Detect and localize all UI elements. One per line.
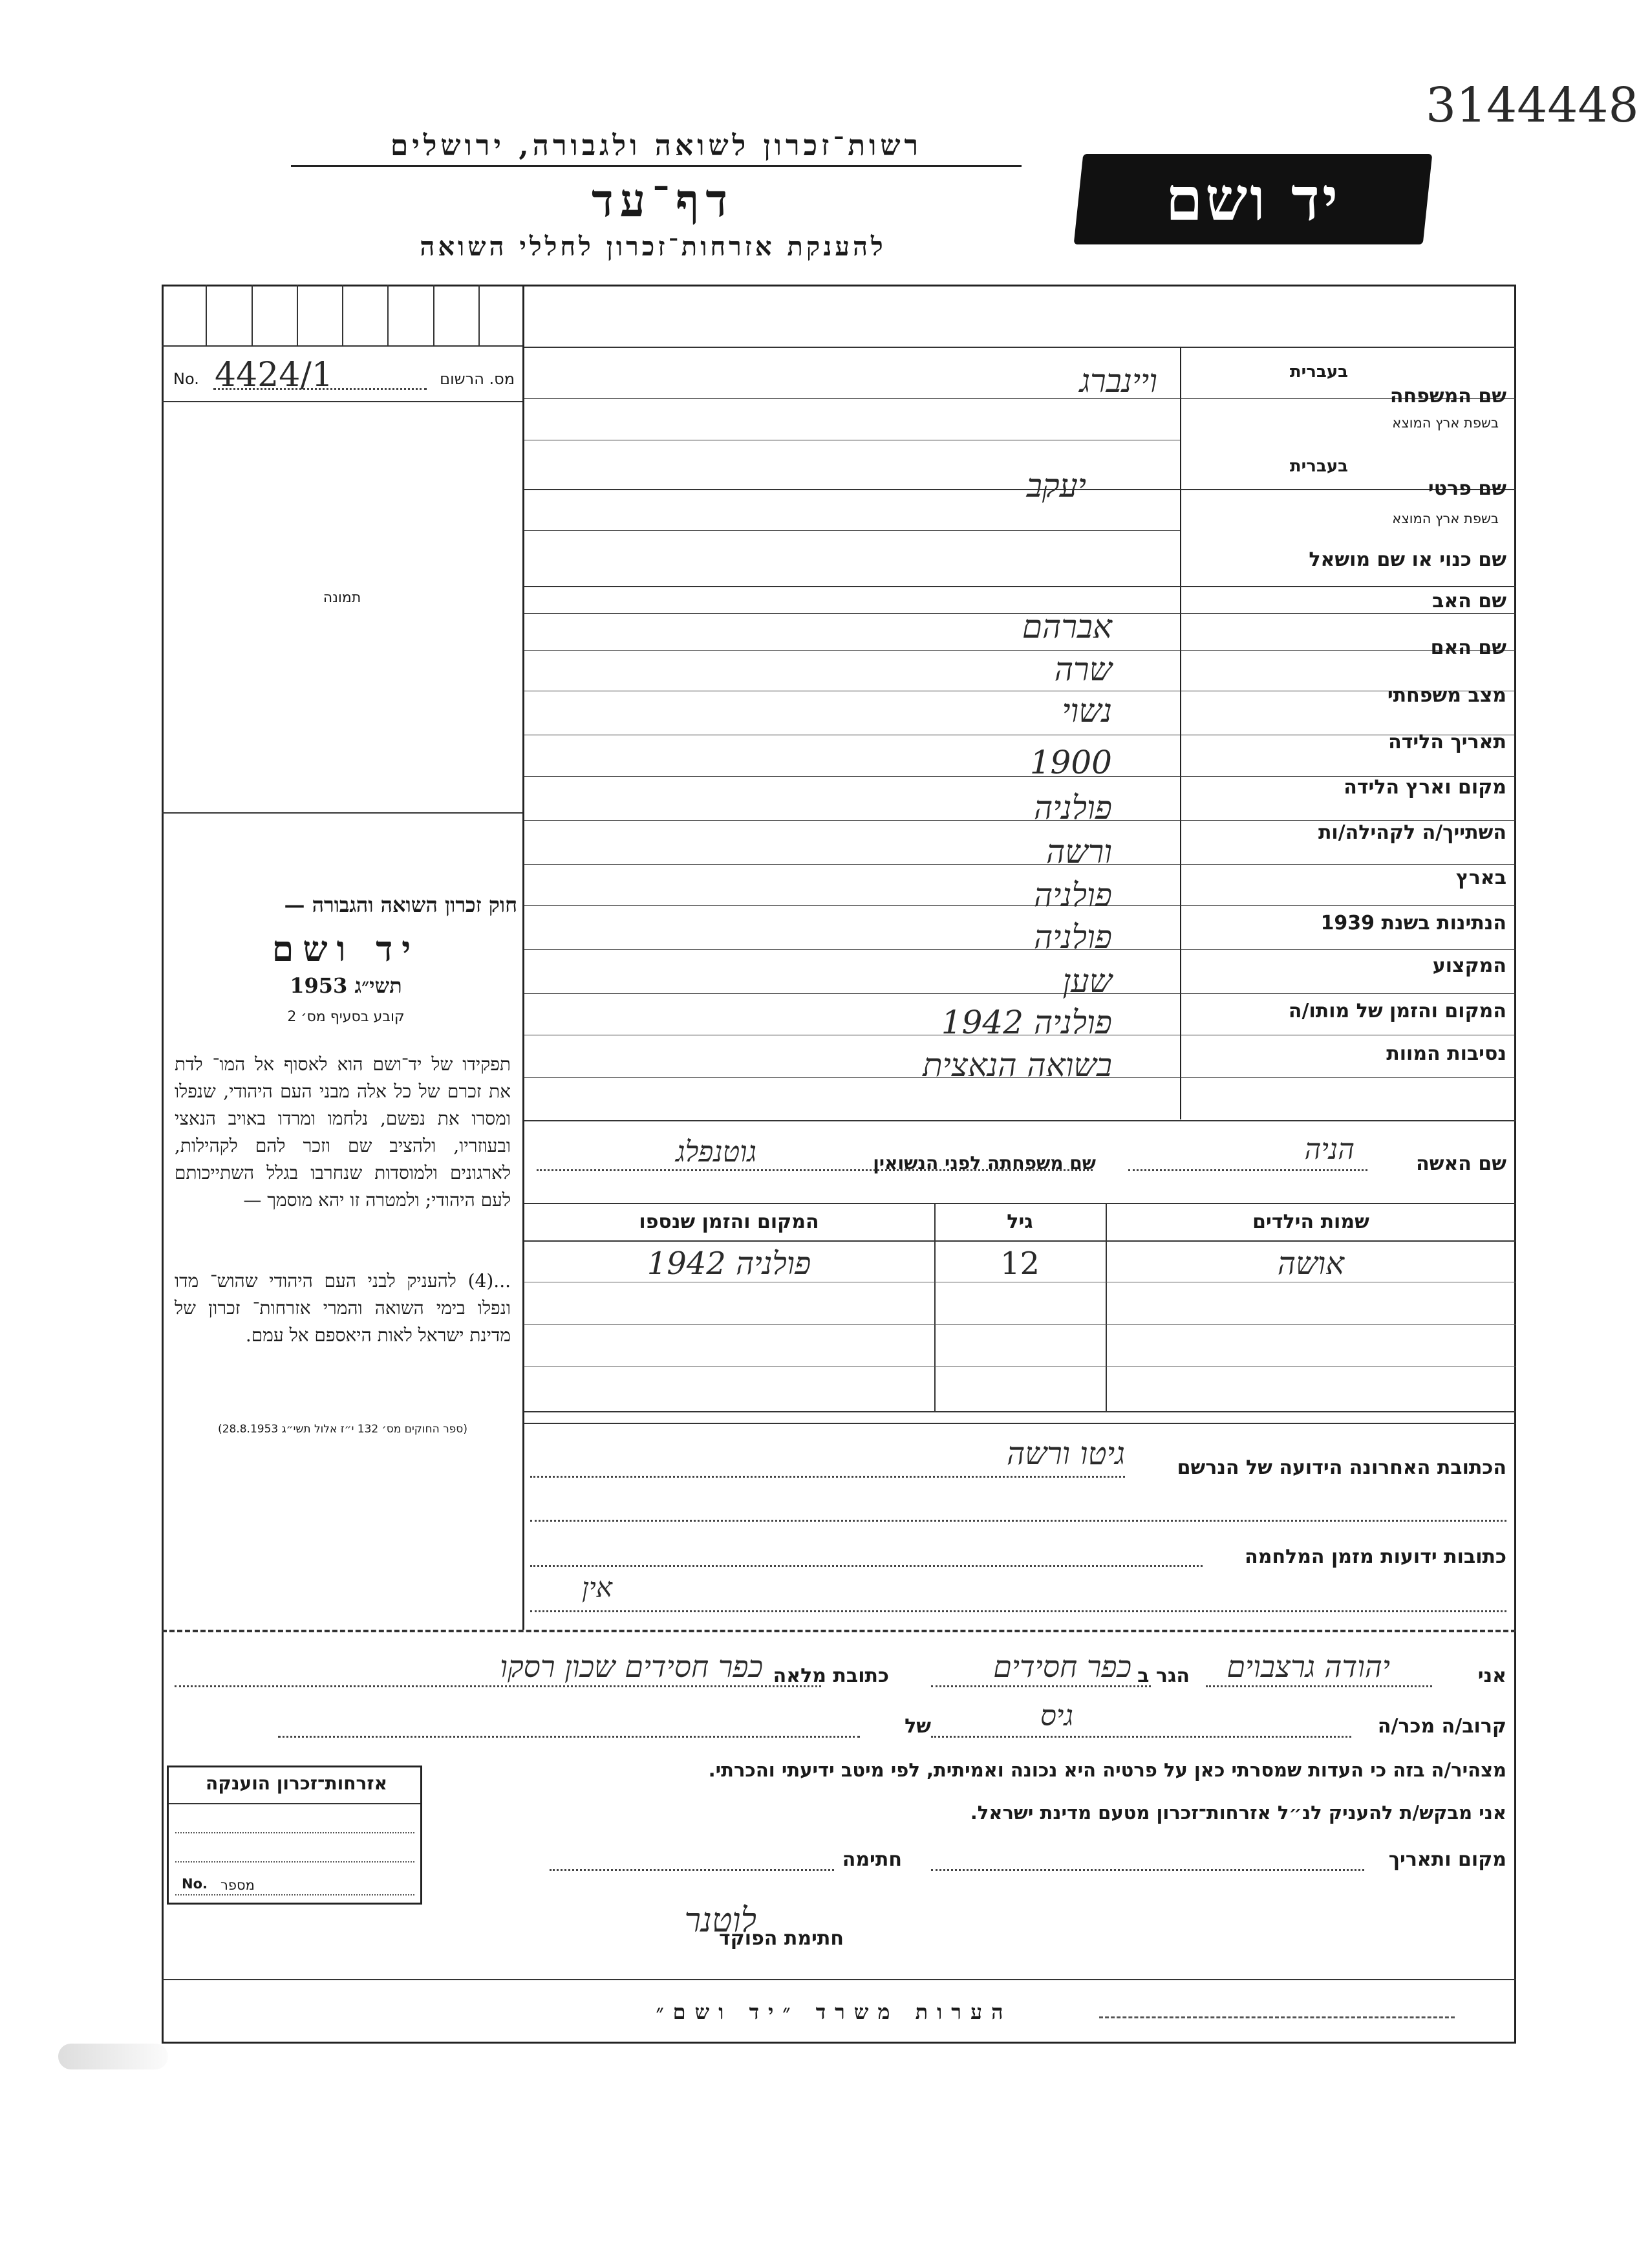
- relative-label: קרוב/ה מכר/ה: [1377, 1715, 1506, 1738]
- memorial-box: [167, 1766, 422, 1905]
- logo-text: יד ושם: [1165, 164, 1341, 234]
- office-notes: הערות משרד ״יד ושם״: [656, 2000, 1012, 2024]
- wife-maiden-label: שם משפחתה לפני הנשואין: [873, 1152, 1096, 1174]
- country-value[interactable]: פולניה: [1033, 876, 1112, 914]
- father-label: שם האב: [1432, 590, 1506, 612]
- first-name-value[interactable]: יעקב: [1026, 467, 1086, 504]
- declarant-resides-label: הגר ב: [1137, 1665, 1190, 1687]
- signature-label: חתימה: [842, 1848, 902, 1871]
- yad-vashem-logo: [1074, 154, 1433, 244]
- memorial-box-no-label: No.: [182, 1876, 208, 1892]
- first-name-origin-label: בשפת ארץ המוצא: [1392, 511, 1499, 526]
- declarant-address-label: כתובת מלאה: [773, 1665, 889, 1687]
- child-age-value[interactable]: 12: [1000, 1246, 1040, 1282]
- law-footnote: (ספר החוקים מס׳ 132 י״ז אלול תשי״ג 28.8.1953): [218, 1423, 467, 1436]
- birth-place-label: מקום וארץ הלידה: [1344, 776, 1506, 799]
- first-name-hebrew-label: בעברית: [1289, 457, 1348, 476]
- law-name: יד ושם: [272, 928, 420, 969]
- citizenship-label: הנתינות בשנת 1939: [1320, 912, 1506, 934]
- statement-1: מצהיר/ה בזה כי העדות שמסרתי כאן על פרטיה היא נכונה ואמיתית, לפי מיטב ידיעתי והכרתי.: [708, 1759, 1506, 1781]
- wartime-address-value[interactable]: אין: [582, 1571, 612, 1603]
- child-place-time-value[interactable]: פולניה 1942: [647, 1246, 811, 1282]
- top-strip: [162, 285, 524, 347]
- surname-value[interactable]: ויינברג: [1079, 362, 1157, 400]
- statement-2: אני מבקש/ת להעניק לנ״ל אזרחות־זכרון מטעם מדינת ישראל.: [970, 1802, 1506, 1824]
- death-cause-value[interactable]: בשואה הנאצית: [923, 1046, 1112, 1084]
- sidebar-divider: [522, 285, 524, 1630]
- marital-status-label: מצב משפחתי: [1387, 684, 1506, 707]
- label-column-divider: [1180, 347, 1181, 1119]
- nickname-label: שם כנוי או שם מושאל: [1309, 548, 1506, 571]
- wartime-address-label: כתובות ידועות מזמן המלחמה: [1245, 1546, 1506, 1568]
- first-name-label: שם פרטי: [1428, 477, 1506, 500]
- authority-title: רשות־זכרון לשואה ולגבורה, ירושלים: [291, 129, 1022, 167]
- wife-name-value[interactable]: הניה: [1304, 1133, 1355, 1166]
- place-date-label: מקום ותאריך: [1388, 1848, 1506, 1871]
- marital-status-value[interactable]: נשוי: [1062, 692, 1112, 729]
- children-table: [524, 1203, 1516, 1412]
- archive-number: 3144448: [1426, 78, 1639, 133]
- memorial-box-number-label: מספר: [220, 1877, 255, 1893]
- declarant-city-value[interactable]: כפר חסידים: [993, 1649, 1131, 1684]
- children-header-age: גיל: [1007, 1211, 1033, 1233]
- wife-label: שם האשה: [1416, 1152, 1506, 1175]
- official-signature-label: חתימת הפוקד: [719, 1927, 844, 1950]
- last-address-label: הכתובת האחרונה הידועה של הנרשם: [1177, 1456, 1506, 1479]
- birth-place-value[interactable]: פולניה: [1033, 789, 1112, 826]
- death-place-time-value[interactable]: פולניה 1942: [941, 1004, 1112, 1041]
- declarant-name-value[interactable]: יהודה גרצבוים: [1227, 1649, 1390, 1684]
- citizenship-value[interactable]: פולניה: [1033, 918, 1112, 956]
- scan-smudge: [58, 2044, 168, 2069]
- father-value[interactable]: אברהם: [1022, 608, 1112, 645]
- children-header-names: שמות הילדים: [1252, 1211, 1369, 1233]
- law-text-2: ...(4) להעניק לבני העם היהודי שהוש־ מדו ונפלו בימי השואה והמרי אזרחות־ זכרון של מדינת ישראל לאות היאספם אל עמם.: [175, 1270, 511, 1346]
- community-label: השתייך/ה לקהילה/ות: [1318, 821, 1506, 844]
- form-subtitle: להענקת אזרחות־זכרון לחללי השואה: [420, 232, 886, 262]
- surname-origin-label: בשפת ארץ המוצא: [1392, 415, 1499, 431]
- mother-value[interactable]: שרה: [1054, 651, 1112, 688]
- child-name-value[interactable]: אושה: [1277, 1246, 1345, 1282]
- memorial-box-title: אזרחות־זכרון הוענקה: [206, 1773, 387, 1794]
- wife-maiden-value[interactable]: גוטנפלג: [676, 1136, 756, 1169]
- profession-label: המקצוע: [1432, 955, 1506, 977]
- relation-value[interactable]: גיס: [1040, 1700, 1073, 1733]
- law-text: תפקידו של יד־ושם הוא לאסוף אל המו־ לדת את זכרם של כל אלה מבני העם היהודי, שנפלו ומסרו את נפשם, נלחמו ומרדו באויב הנאצי ובעוזריו, ולהציב שם וזכר להם לקהילות, לארגונים ולמוסדות שנחרבו בגלל השתייכותם לעם היהודי; ולמטרה זו יהא מוסמך —: [175, 1053, 511, 1211]
- photo-box: [162, 401, 522, 812]
- declarant-i-label: אני: [1477, 1665, 1506, 1687]
- form-title: דף־עד: [591, 173, 734, 227]
- mother-label: שם האם: [1430, 636, 1506, 659]
- surname-hebrew-label: בעברית: [1289, 362, 1348, 382]
- law-clause: קובע בסעיף מס׳ 2: [287, 1009, 405, 1025]
- registration-label: מס. הרשום: [440, 370, 515, 388]
- surname-label: שם המשפחה: [1389, 385, 1506, 407]
- death-cause-label: נסיבות המוות: [1386, 1042, 1506, 1065]
- law-title: חוק זכרון השואה והגבורה —: [284, 892, 517, 917]
- law-year: תשי״ג 1953: [290, 973, 402, 998]
- of-label: של: [905, 1715, 931, 1738]
- photo-label: תמונה: [323, 590, 361, 606]
- no-label: No.: [173, 370, 199, 388]
- declarant-address-value[interactable]: כפר חסידים שכון רסקו: [500, 1649, 763, 1684]
- last-address-value[interactable]: גיטו ורשה: [1007, 1436, 1125, 1472]
- birth-date-label: תאריך הלידה: [1388, 731, 1506, 753]
- profession-value[interactable]: שען: [1062, 962, 1112, 1000]
- community-value[interactable]: ורשה: [1045, 833, 1112, 870]
- official-signature-value[interactable]: לוטנר: [684, 1901, 756, 1940]
- birth-date-value[interactable]: 1900: [1029, 744, 1112, 781]
- top-strip-line: [524, 347, 1516, 348]
- children-header-place-time: המקום והזמן שנספו: [639, 1211, 819, 1233]
- country-label: בארץ: [1455, 867, 1506, 889]
- death-place-time-label: המקום והזמן של מותו/ה: [1288, 1000, 1506, 1022]
- registration-number: 4424/1: [215, 356, 333, 394]
